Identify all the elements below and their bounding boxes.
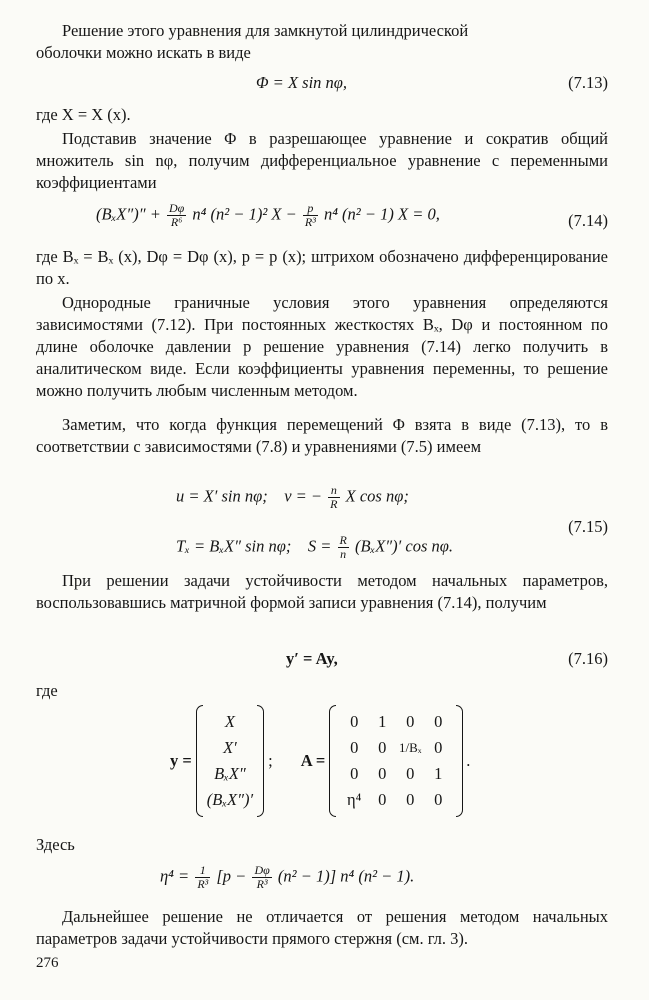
matrix-cells <box>336 705 456 817</box>
eq714-f1-num: Dφ <box>168 201 185 215</box>
eta-lhs: η⁴ = <box>160 866 190 886</box>
eta-equation <box>36 862 608 902</box>
eq715-row2b: S = <box>307 536 332 556</box>
note-paragraph: Заметим, что когда функция перемещений Φ взята в виде (7.13), то в соответствии с зависимостями (7.8) и уравнениями (7.5) имеем <box>36 415 608 456</box>
eq715-row2-num: R <box>339 533 347 547</box>
eq715-row1-fraction <box>328 484 339 511</box>
equation-7-15-number: (7.15) <box>568 517 608 536</box>
vector-y <box>196 705 264 817</box>
eq715-row1 <box>176 484 409 511</box>
matrix-cell: 1 <box>378 712 387 731</box>
equation-7-16-formula: y′ = Ay, <box>286 649 338 668</box>
equation-7-16-number: (7.16) <box>568 649 608 668</box>
eq714-fraction-1 <box>167 202 186 229</box>
matrix-left-bracket <box>329 705 336 817</box>
matrix-cell: 0 <box>378 738 387 757</box>
matrix-cell: 0 <box>434 712 443 731</box>
vector-entry: BₓX″ <box>214 764 246 783</box>
matrix-cell: 0 <box>350 764 359 783</box>
vector-left-bracket <box>196 705 203 817</box>
separator: ; <box>268 751 273 770</box>
eq714-rhs: n⁴ (n² − 1) X = 0, <box>323 204 440 224</box>
where-coefficients-paragraph: где Bₓ = Bₓ (x), Dφ = Dφ (x), p = p (x); штрихом обозначено дифференцирование по x. <box>36 247 608 288</box>
eta-body <box>160 864 414 891</box>
eq715-row2a: Tₓ = BₓX″ sin nφ; <box>176 536 292 556</box>
eq714-fraction-2 <box>303 202 318 229</box>
boundary-conditions-paragraph: Однородные граничные условия этого уравнения определяются зависимостями (7.12). При постоянных жесткостях Bₓ, Dφ и постоянном по длине оболочке давлении p решение уравнения (7.14) легко получить в аналитическом виде. Если коэффициенты уравнения переменны, то решение можно получить любым численным методом. <box>36 293 608 400</box>
matrix-cell: 0 <box>406 764 415 783</box>
matrix-cell: 1 <box>434 764 443 783</box>
eq714-f2-num: p <box>303 202 318 216</box>
matrix-cell: 0 <box>406 712 415 731</box>
vector-right-bracket <box>257 705 264 817</box>
eta-fraction-2 <box>252 864 271 891</box>
eta-fraction-1 <box>195 864 210 891</box>
eta-f2-den: R³ <box>256 877 268 891</box>
vector-label: y = <box>170 751 192 770</box>
page-number: 276 <box>36 955 59 971</box>
eq714-f2-den: R³ <box>304 215 316 229</box>
vector-entry: X′ <box>223 738 237 757</box>
equation-7-16 <box>36 648 608 672</box>
eq714-f1-den: R⁶ <box>170 215 183 229</box>
matrix-cell: 0 <box>350 712 359 731</box>
matrix-cell: 0 <box>378 790 387 809</box>
eq715-row1a: u = X′ sin nφ; <box>176 486 268 506</box>
equation-7-13-number: (7.13) <box>568 73 608 92</box>
matrix-label: A = <box>300 751 326 770</box>
equation-7-13 <box>36 72 608 96</box>
where-label: где <box>36 681 58 700</box>
final-paragraph: Дальнейшее решение не отличается от решения методом начальных параметров задачи устойчивости прямого стержня (см. гл. 3). <box>36 907 608 948</box>
where-x-line: где X = X (x). <box>36 105 131 124</box>
eq715-row2 <box>176 534 453 561</box>
eq715-row2-fraction <box>338 534 349 561</box>
end-period: . <box>466 751 471 770</box>
intro-line1: Решение этого уравнения для замкнутой цилиндрической <box>62 21 469 40</box>
eta-f1-den: R³ <box>197 877 209 891</box>
eta-f1-num: 1 <box>195 864 210 878</box>
intro-line2: оболочки можно искать в виде <box>36 43 251 62</box>
eta-f2-num: Dφ <box>254 863 270 877</box>
equation-7-14 <box>36 200 608 240</box>
stability-paragraph: При решении задачи устойчивости методом начальных параметров, воспользовавшись матричной формой записи уравнения (7.14), получим <box>36 571 608 612</box>
matrix-A <box>329 705 463 817</box>
vector-entry: (BₓX″)′ <box>206 790 254 809</box>
eq715-row2c: (BₓX″)′ cos nφ. <box>354 536 454 556</box>
eq714-mid: n⁴ (n² − 1)² X − <box>192 204 297 224</box>
matrix-cell: 0 <box>406 790 415 809</box>
eq715-row2-den: n <box>340 547 347 561</box>
eq715-row1-den: R <box>330 497 338 511</box>
matrix-cell: 0 <box>434 738 443 757</box>
here-label: Здесь <box>36 835 75 854</box>
equation-7-13-formula: Φ = X sin nφ, <box>256 73 348 92</box>
equation-7-14-number: (7.14) <box>568 211 608 230</box>
eq715-row1c: X cos nφ; <box>345 486 409 506</box>
matrix-cell: 1/Bₓ <box>398 740 422 755</box>
vector-entry: X <box>224 712 235 731</box>
vector-entries <box>203 705 257 817</box>
eq714-lhs: (BₓX″)″ + <box>96 204 161 224</box>
eq715-row1b: v = − <box>284 486 323 506</box>
matrix-right-bracket <box>456 705 463 817</box>
eta-rhs: (n² − 1)] n⁴ (n² − 1). <box>277 866 415 886</box>
substitution-paragraph: Подставив значение Φ в разрешающее уравнение и сократив общий множитель sin nφ, получим дифференциальное уравнение с переменными коэффициентами <box>36 129 608 192</box>
equation-7-15 <box>36 478 608 568</box>
matrix-cell: 0 <box>434 790 443 809</box>
equation-7-14-body <box>96 202 440 229</box>
matrix-cell: 0 <box>378 764 387 783</box>
vector-matrix-definition <box>170 696 470 826</box>
eq715-row1-num: n <box>328 484 339 498</box>
matrix-cell: η⁴ <box>347 790 362 809</box>
eta-mid: [p − <box>216 866 247 886</box>
matrix-cell: 0 <box>350 738 359 757</box>
